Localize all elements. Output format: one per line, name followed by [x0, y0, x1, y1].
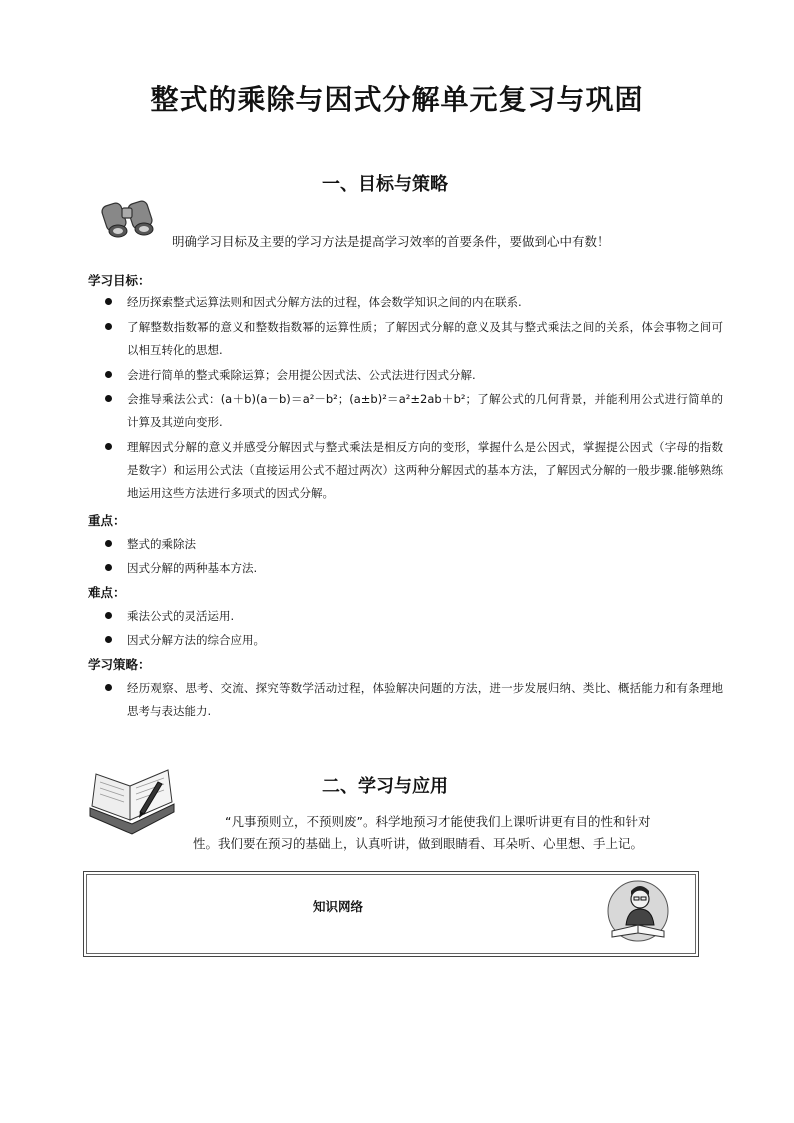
strategy-label: 学习策略： — [88, 657, 151, 672]
section-heading-study: 二、学习与应用 — [322, 776, 448, 797]
difficulty-item: 因式分解方法的综合应用。 — [127, 633, 265, 647]
open-book-pen-icon — [84, 768, 180, 838]
difficulties-label: 难点： — [88, 585, 126, 600]
bullet-icon — [105, 323, 112, 330]
goal-item: 会推导乘法公式：(a＋b)(a－b)＝a²－b²；(a±b)²＝a²±2ab＋b²；了解公式的几何背景，并能利用公式进行简单的计算及其逆向变形. — [127, 392, 723, 429]
bullet-icon — [105, 636, 112, 643]
reading-student-icon — [604, 879, 672, 947]
difficulty-item: 乘法公式的灵活运用. — [127, 609, 235, 623]
strategy-item: 经历观察、思考、交流、探究等数学活动过程，体验解决问题的方法，进一步发展归纳、类比、概括能力和有条理地思考与表达能力. — [127, 681, 723, 718]
keypoints-label: 重点： — [88, 513, 126, 528]
bullet-icon — [105, 612, 112, 619]
bullet-icon — [105, 298, 112, 305]
section-heading-goals: 一、目标与策略 — [322, 174, 448, 195]
keypoint-item: 因式分解的两种基本方法. — [127, 561, 258, 575]
goals-label: 学习目标： — [88, 273, 151, 288]
goal-item: 理解因式分解的意义并感受分解因式与整式乘法是相反方向的变形，掌握什么是公因式，掌握提公因式（字母的指数是数字）和运用公式法（直接运用公式不超过两次）这两种分解因式的基本方法，了解因式分解的一般步骤.能够熟练地运用这些方法进行多项式的因式分解。 — [127, 440, 723, 500]
bullet-icon — [105, 564, 112, 571]
quote-line-1: “凡事预则立，不预则废”。科学地预习才能使我们上课听讲更有目的性和针对 — [225, 814, 651, 829]
bullet-icon — [105, 371, 112, 378]
goal-item: 了解整数指数幂的意义和整数指数幂的运算性质；了解因式分解的意义及其与整式乘法之间的关系，体会事物之间可以相互转化的思想. — [127, 320, 723, 357]
quote-line-2: 性。我们要在预习的基础上，认真听讲，做到眼睛看、耳朵听、心里想、手上记。 — [193, 836, 644, 851]
page-title: 整式的乘除与因式分解单元复习与巩固 — [150, 83, 644, 116]
bullet-icon — [105, 540, 112, 547]
goal-item: 会进行简单的整式乘除运算；会用提公因式法、公式法进行因式分解. — [127, 368, 476, 382]
knowledge-network-title: 知识网络 — [313, 899, 364, 914]
bullet-icon — [105, 443, 112, 450]
section1-intro: 明确学习目标及主要的学习方法是提高学习效率的首要条件，要做到心中有数！ — [172, 234, 610, 249]
bullet-icon — [105, 395, 112, 402]
keypoint-item: 整式的乘除法 — [127, 537, 196, 551]
bullet-icon — [105, 684, 112, 691]
goal-item: 经历探索整式运算法则和因式分解方法的过程，体会数学知识之间的内在联系. — [127, 295, 522, 309]
binoculars-icon — [100, 198, 160, 242]
